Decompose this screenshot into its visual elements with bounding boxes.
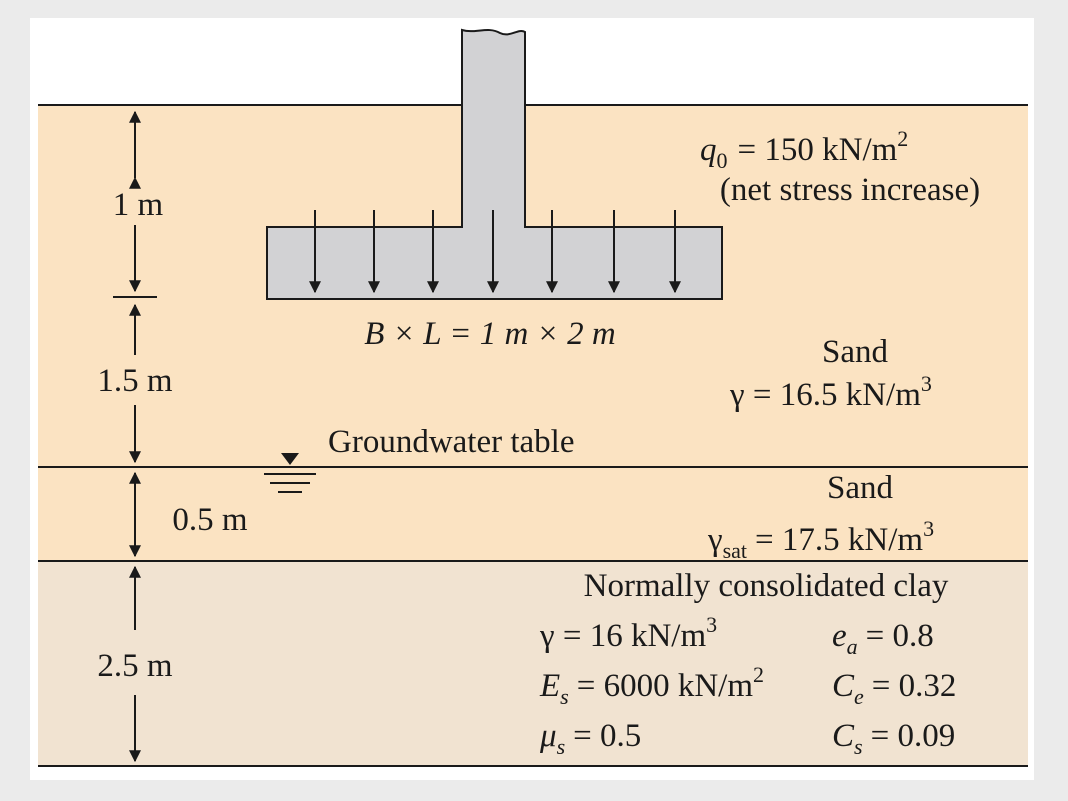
footing-dimension: B × L = 1 m × 2 m (364, 316, 616, 352)
depth-label-2p5m: 2.5 m (97, 648, 173, 684)
load-note: (net stress increase) (719, 172, 981, 208)
clay-name: Normally consolidated clay (583, 568, 949, 604)
clay-compression-index: $C_e = 0.32$ (832, 668, 957, 709)
sand2-unit-weight: $\gamma_{sat} = 17.5$ $kN/m^3$ (708, 516, 935, 563)
depth-label-0p5m: 0.5 m (172, 502, 248, 538)
clay-unit-weight: γ = 16 $kN/m^3$ (540, 612, 718, 654)
clay-swell-index: $C_s = 0.09$ (832, 718, 956, 759)
sand2-name: Sand (827, 470, 893, 506)
depth-label-1m: 1 m (112, 187, 164, 223)
clay-void-ratio: $e_a = 0.8$ (832, 618, 934, 659)
load-label: $q_0 = 150$ $kN/m^2$ (700, 126, 909, 173)
clay-modulus: $E_s = 6000$ $kN/m^2$ (540, 662, 765, 709)
sand1-unit-weight: γ = 16.5 $kN/m^3$ (730, 371, 932, 413)
depth-label-1p5m: 1.5 m (97, 363, 173, 399)
clay-poisson-ratio: $\mu_s = 0.5$ (540, 718, 642, 759)
sand1-name: Sand (822, 334, 888, 370)
groundwater-label: Groundwater table (328, 424, 575, 460)
